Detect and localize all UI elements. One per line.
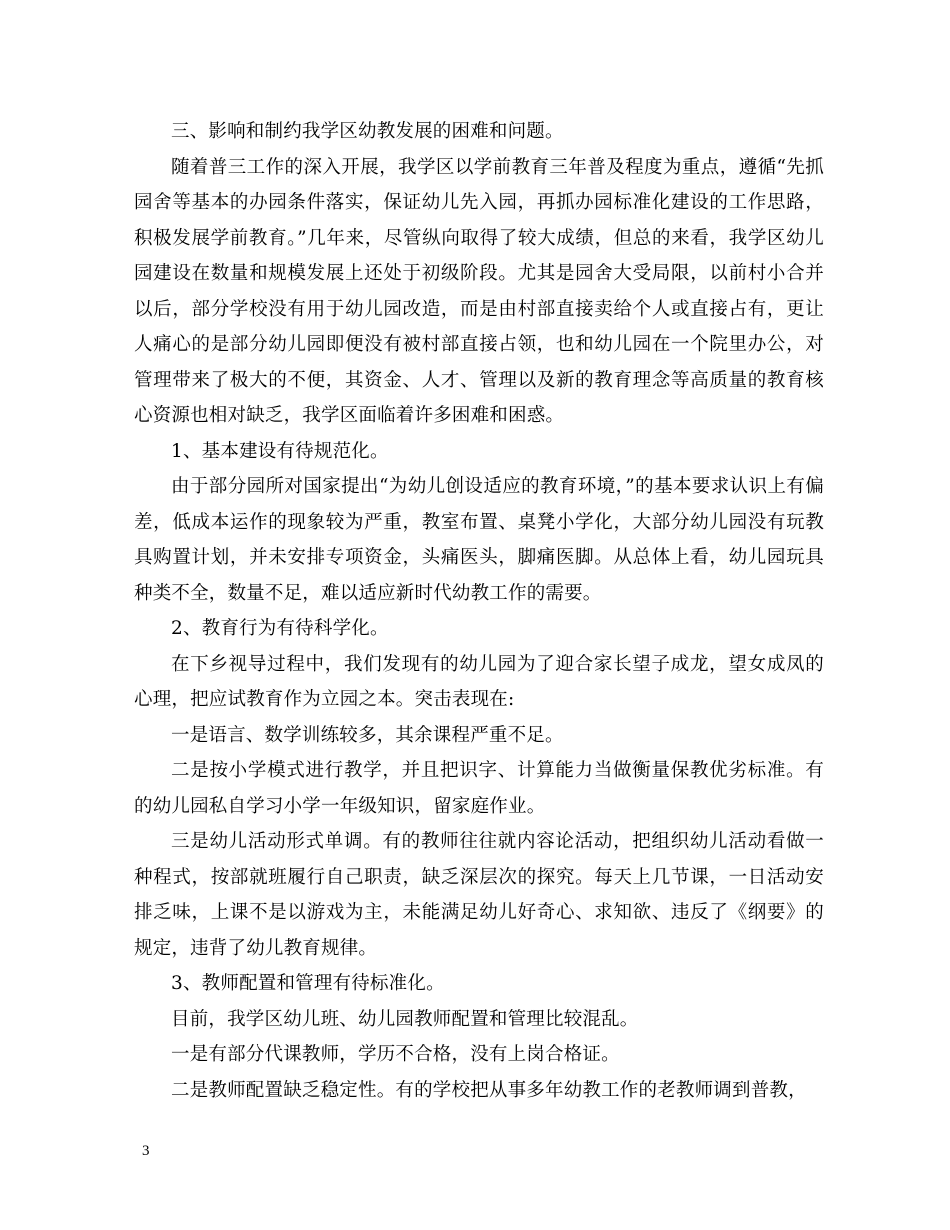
- document-body: [134, 114, 824, 1108]
- paragraph-inspection: 在下乡视导过程中，我们发现有的幼儿园为了迎合家长望子成龙，望女成凤的心理，把应试教育作为立园之本。突击表现在:: [134, 653, 824, 710]
- subheading-teaching-behavior: 2、教育行为有待科学化。: [171, 618, 389, 639]
- subheading-infrastructure: 1、基本建设有待规范化。: [171, 440, 389, 462]
- paragraph-point-two: 二是按小学模式进行教学，并且把识字、计算能力当做衡量保教优劣标准。有的幼儿园私自学习小学一年级知识，留家庭作业。: [134, 760, 824, 817]
- paragraph-substitute-teachers: 一是有部分代课教师，学历不合格，没有上岗合格证。: [171, 1044, 620, 1065]
- paragraph-background: 随着普三工作的深入开展，我学区以学前教育三年普及程度为重点，遵循“先抓园舍等基本的办园条件落实，保证幼儿先入园，再抓办园标准化建设的工作思路，积极发展学前教育。”几年来，尽管纵向取得了较大成绩，但总的来看，我学区幼儿园建设在数量和规模发展上还处于初级阶段。尤其是园舍大受局限，以前村小合并以后，部分学校没有用于幼儿园改造，而是由村部直接卖给个人或直接占有，更让人痛心的是部分幼儿园即便没有被村部直接占领，也和幼儿园在一个院里办公，对管理带来了极大的不便，其资金、人才、管理以及新的教育理念等高质量的教育核心资源也相对缺乏，我学区面临着许多困难和困惑。: [134, 156, 824, 426]
- paragraph-teacher-stability: 二是教师配置缺乏稳定性。有的学校把从事多年幼教工作的老教师调到普教，: [171, 1079, 807, 1101]
- subheading-teacher-management: 3、教师配置和管理有待标准化。: [171, 973, 445, 994]
- paragraph-current-state: 目前，我学区幼儿班、幼儿园教师配置和管理比较混乱。: [171, 1008, 639, 1030]
- page-number: 3: [142, 1143, 150, 1159]
- paragraph-point-three: 三是幼儿活动形式单调。有的教师往往就内容论活动，把组织幼儿活动看做一种程式，按部就班履行自己职责，缺乏深层次的探究。每天上几节课，一日活动安排乏味，上课不是以游戏为主，未能满足幼儿好奇心、求知欲、违反了《纲要》的规定，违背了幼儿教育规律。: [134, 831, 824, 959]
- paragraph-infrastructure: 由于部分园所对国家提出“为幼儿创设适应的教育环境，”的基本要求认识上有偏差，低成本运作的现象较为严重，教室布置、桌凳小学化，大部分幼儿园没有玩教具购置计划，并未安排专项资金，头痛医头，脚痛医脚。从总体上看，幼儿园玩具种类不全，数量不足，难以适应新时代幼教工作的需要。: [134, 476, 824, 604]
- paragraph-point-one: 一是语言、数学训练较多，其余课程严重不足。: [171, 724, 564, 746]
- section-heading-difficulties: 三、影响和制约我学区幼教发展的困难和问题。: [171, 121, 564, 142]
